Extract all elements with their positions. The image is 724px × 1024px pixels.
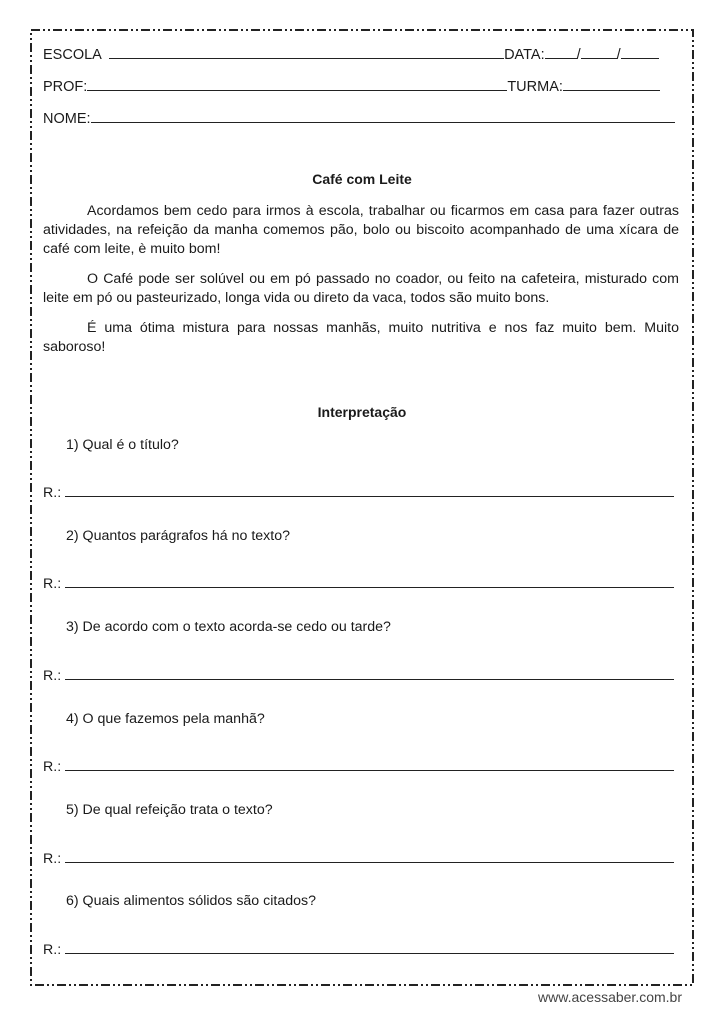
teacher-label: PROF: [43, 79, 88, 95]
answer-row-5 [43, 848, 674, 867]
answer-label: R.: [43, 851, 62, 867]
question-2: 2) Quantos parágrafos há no texto? [66, 528, 290, 544]
question-1: 1) Qual é o título? [66, 437, 179, 453]
answer-label: R.: [43, 759, 62, 775]
date-month-field[interactable] [581, 44, 617, 59]
name-row [43, 108, 675, 128]
paragraph-2: O Café pode ser solúvel ou em pó passado no coador, ou feito na cafeteira, misturado com leite em pó ou pasteurizado, longa vida ou direto da vaca, todos são muito bons. [43, 271, 679, 306]
school-field[interactable] [109, 44, 504, 59]
website-footer: www.acessaber.com.br [538, 989, 682, 1005]
text-title: Café com Leite [312, 171, 412, 187]
date-label: DATA: [504, 47, 545, 63]
answer-label: R.: [43, 485, 62, 501]
name-label: NOME: [43, 111, 91, 127]
date-year-field[interactable] [621, 44, 659, 59]
class-field[interactable] [563, 76, 660, 91]
paragraph-1: Acordamos bem cedo para irmos à escola, trabalhar ou ficarmos em casa para fazer outras atividades, na refeição da manha comemos pão, bolo ou biscoito acompanhado de uma xícara de café com leite, è muito bom! [43, 203, 679, 257]
name-field[interactable] [91, 108, 675, 123]
answer-field-4[interactable] [65, 756, 674, 771]
school-date-row [43, 44, 659, 64]
paragraph-3: É uma ótima mistura para nossas manhãs, muito nutritiva e nos faz muito bem. Muito saboroso! [43, 320, 679, 355]
answer-row-2 [43, 573, 674, 592]
class-label: TURMA: [507, 79, 563, 95]
teacher-field[interactable] [87, 76, 507, 91]
answer-label: R.: [43, 576, 62, 592]
answer-row-1 [43, 482, 674, 501]
date-separator: / [576, 47, 581, 63]
question-5: 5) De qual refeição trata o texto? [66, 802, 273, 818]
answer-field-3[interactable] [65, 665, 674, 680]
school-label: ESCOLA [43, 47, 102, 63]
answer-label: R.: [43, 942, 62, 958]
interpretation-title: Interpretação [317, 404, 407, 420]
date-separator: / [616, 47, 621, 63]
answer-field-6[interactable] [65, 939, 674, 954]
question-4: 4) O que fazemos pela manhã? [66, 711, 265, 727]
date-day-field[interactable] [545, 44, 577, 59]
answer-row-4 [43, 756, 674, 775]
answer-label: R.: [43, 668, 62, 684]
worksheet [30, 29, 694, 986]
answer-row-6 [43, 939, 674, 958]
question-6: 6) Quais alimentos sólidos são citados? [66, 893, 316, 909]
answer-field-2[interactable] [65, 573, 674, 588]
question-3: 3) De acordo com o texto acorda-se cedo ou tarde? [66, 619, 391, 635]
answer-row-3 [43, 665, 674, 684]
teacher-class-row [43, 76, 660, 96]
answer-field-1[interactable] [65, 482, 674, 497]
answer-field-5[interactable] [65, 848, 674, 863]
